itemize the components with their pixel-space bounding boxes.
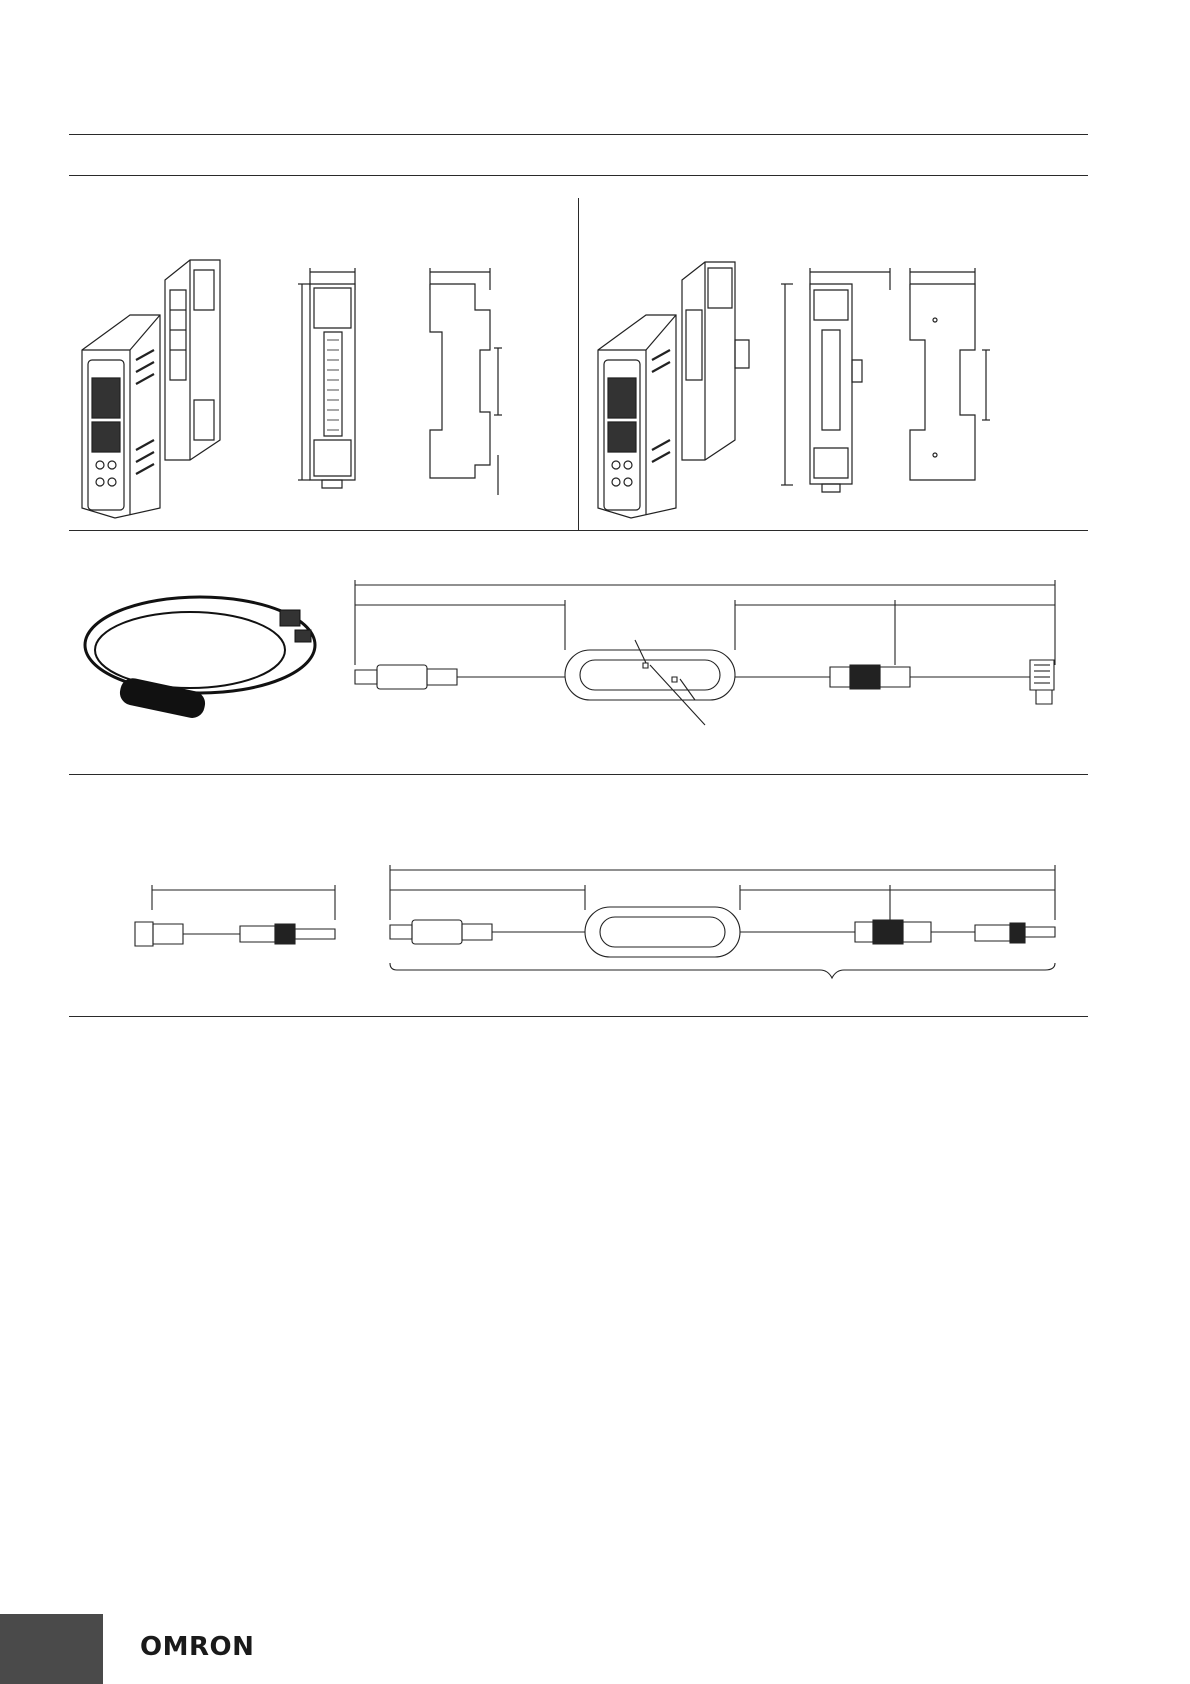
- row2-bottom-rule: [69, 774, 1088, 775]
- usb-serial-cable-diagram: [350, 575, 1060, 755]
- controller-unit-illustration: [598, 315, 676, 518]
- cable-photo-illustration: [80, 590, 330, 730]
- row1-bottom-rule: [69, 530, 1088, 531]
- header-rule: [69, 175, 1088, 176]
- usb-serial-cable-with-plug-diagram: [385, 860, 1060, 980]
- controller-unit-illustration: [82, 315, 160, 518]
- socket-front-view: [298, 268, 355, 488]
- terminal-unit-screwless-drawing: [590, 250, 1030, 525]
- screwless-socket-illustration: [682, 262, 749, 460]
- omron-logo: OMRON: [140, 1632, 255, 1662]
- socket-side-view: [430, 268, 502, 495]
- socket-illustration: [165, 260, 220, 460]
- screwless-side-view: [910, 268, 990, 480]
- screwless-front-view: [781, 268, 890, 492]
- footer-page-tab: [0, 1614, 103, 1684]
- row1-column-divider: [578, 198, 579, 530]
- terminal-unit-with-socket-drawing: [70, 250, 510, 525]
- conversion-plug-diagram: [130, 880, 340, 950]
- row3-bottom-rule: [69, 1016, 1088, 1017]
- top-rule: [69, 134, 1088, 135]
